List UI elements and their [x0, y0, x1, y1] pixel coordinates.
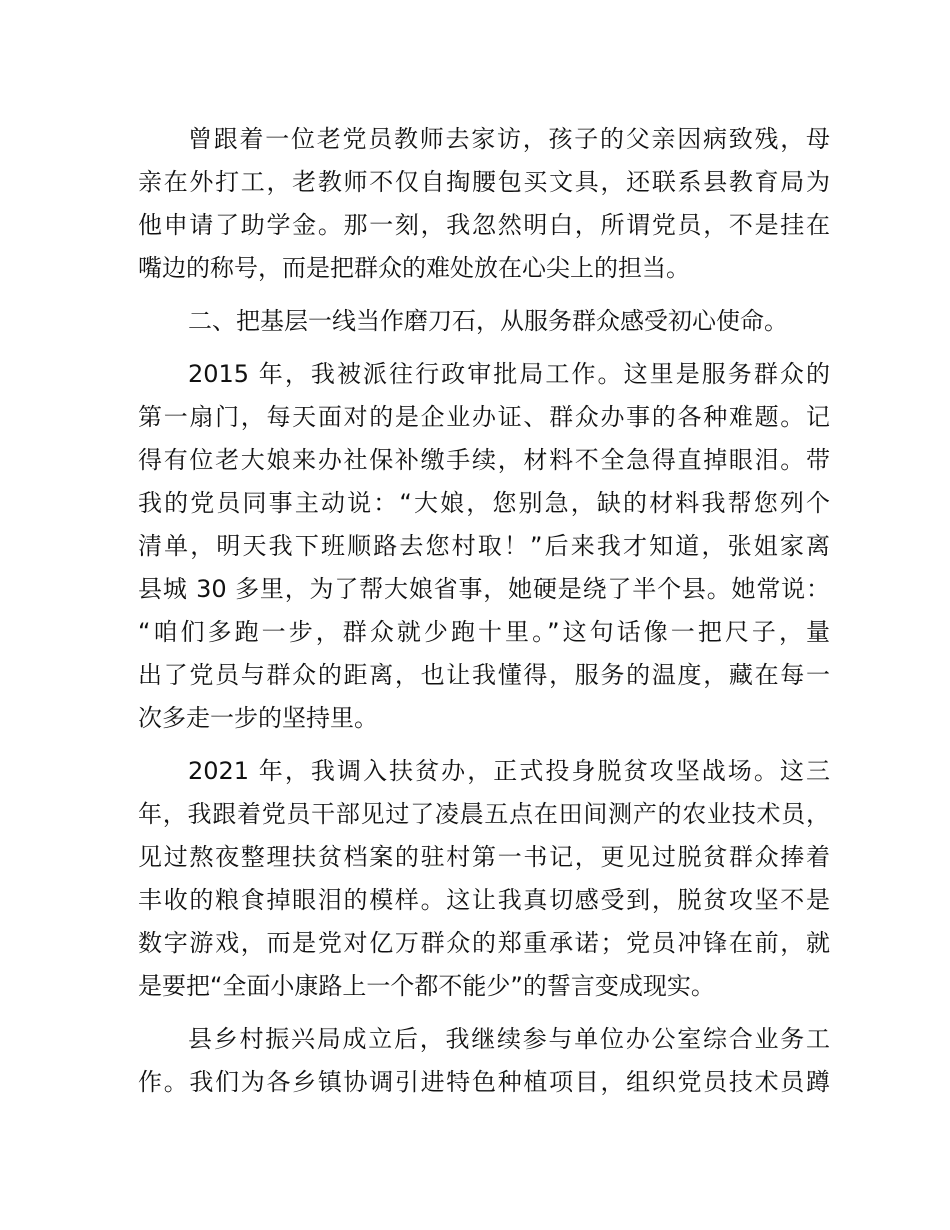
text-line: 丰收的粮食掉眼泪的模样。这让我真切感受到，脱贫攻坚不是	[138, 886, 830, 914]
text-line: 曾跟着一位老党员教师去家访，孩子的父亲因病致残，母	[188, 125, 830, 153]
text-line: 数字游戏，而是党对亿万群众的郑重承诺；党员冲锋在前，就	[138, 929, 830, 957]
paragraph	[138, 1018, 830, 1104]
text-line: 次多走一步的坚持里。	[138, 704, 378, 732]
text-line: 作。我们为各乡镇协调引进特色种植项目，组织党员技术员蹲	[138, 1068, 830, 1096]
text-line: 是要把“全面小康路上一个都不能少”的誓言变成现实。	[138, 972, 715, 1000]
text-line: 年，我跟着党员干部见过了凌晨五点在田间测产的农业技术员，	[138, 800, 830, 828]
text-line: 见过熬夜整理扶贫档案的驻村第一书记，更见过脱贫群众捧着	[138, 843, 830, 871]
text-line: 亲在外打工，老教师不仅自掏腰包买文具，还联系县教育局为	[138, 168, 830, 196]
text-line: 他申请了助学金。那一刻，我忽然明白，所谓党员，不是挂在	[138, 211, 830, 239]
text-line: 二、把基层一线当作磨刀石，从服务群众感受初心使命。	[188, 307, 788, 335]
text-line: 我的党员同事主动说：“大娘，您别急，缺的材料我帮您列个	[138, 489, 830, 517]
text-line: 县城 30 多里，为了帮大娘省事，她硬是绕了半个县。她常说：	[138, 575, 830, 603]
paragraph	[138, 353, 830, 740]
text-line: 第一扇门，每天面对的是企业办证、群众办事的各种难题。记	[138, 403, 830, 431]
text-line: 清单，明天我下班顺路去您村取！”后来我才知道，张姐家离	[138, 532, 830, 560]
text-line: 出了党员与群众的距离，也让我懂得，服务的温度，藏在每一	[138, 661, 830, 689]
document-body	[138, 118, 830, 1114]
paragraph	[138, 118, 830, 290]
text-line: 得有位老大娘来办社保补缴手续，材料不全急得直掉眼泪。带	[138, 446, 830, 474]
text-line: 2015 年，我被派往行政审批局工作。这里是服务群众的	[188, 360, 830, 388]
paragraph	[138, 750, 830, 1008]
text-line: 2021 年，我调入扶贫办，正式投身脱贫攻坚战场。这三	[188, 757, 830, 785]
text-line: 县乡村振兴局成立后，我继续参与单位办公室综合业务工	[188, 1025, 830, 1053]
paragraph	[138, 300, 830, 343]
text-line: 嘴边的称号，而是把群众的难处放在心尖上的担当。	[138, 254, 690, 282]
text-line: “咱们多跑一步，群众就少跑十里。”这句话像一把尺子，量	[138, 618, 830, 646]
